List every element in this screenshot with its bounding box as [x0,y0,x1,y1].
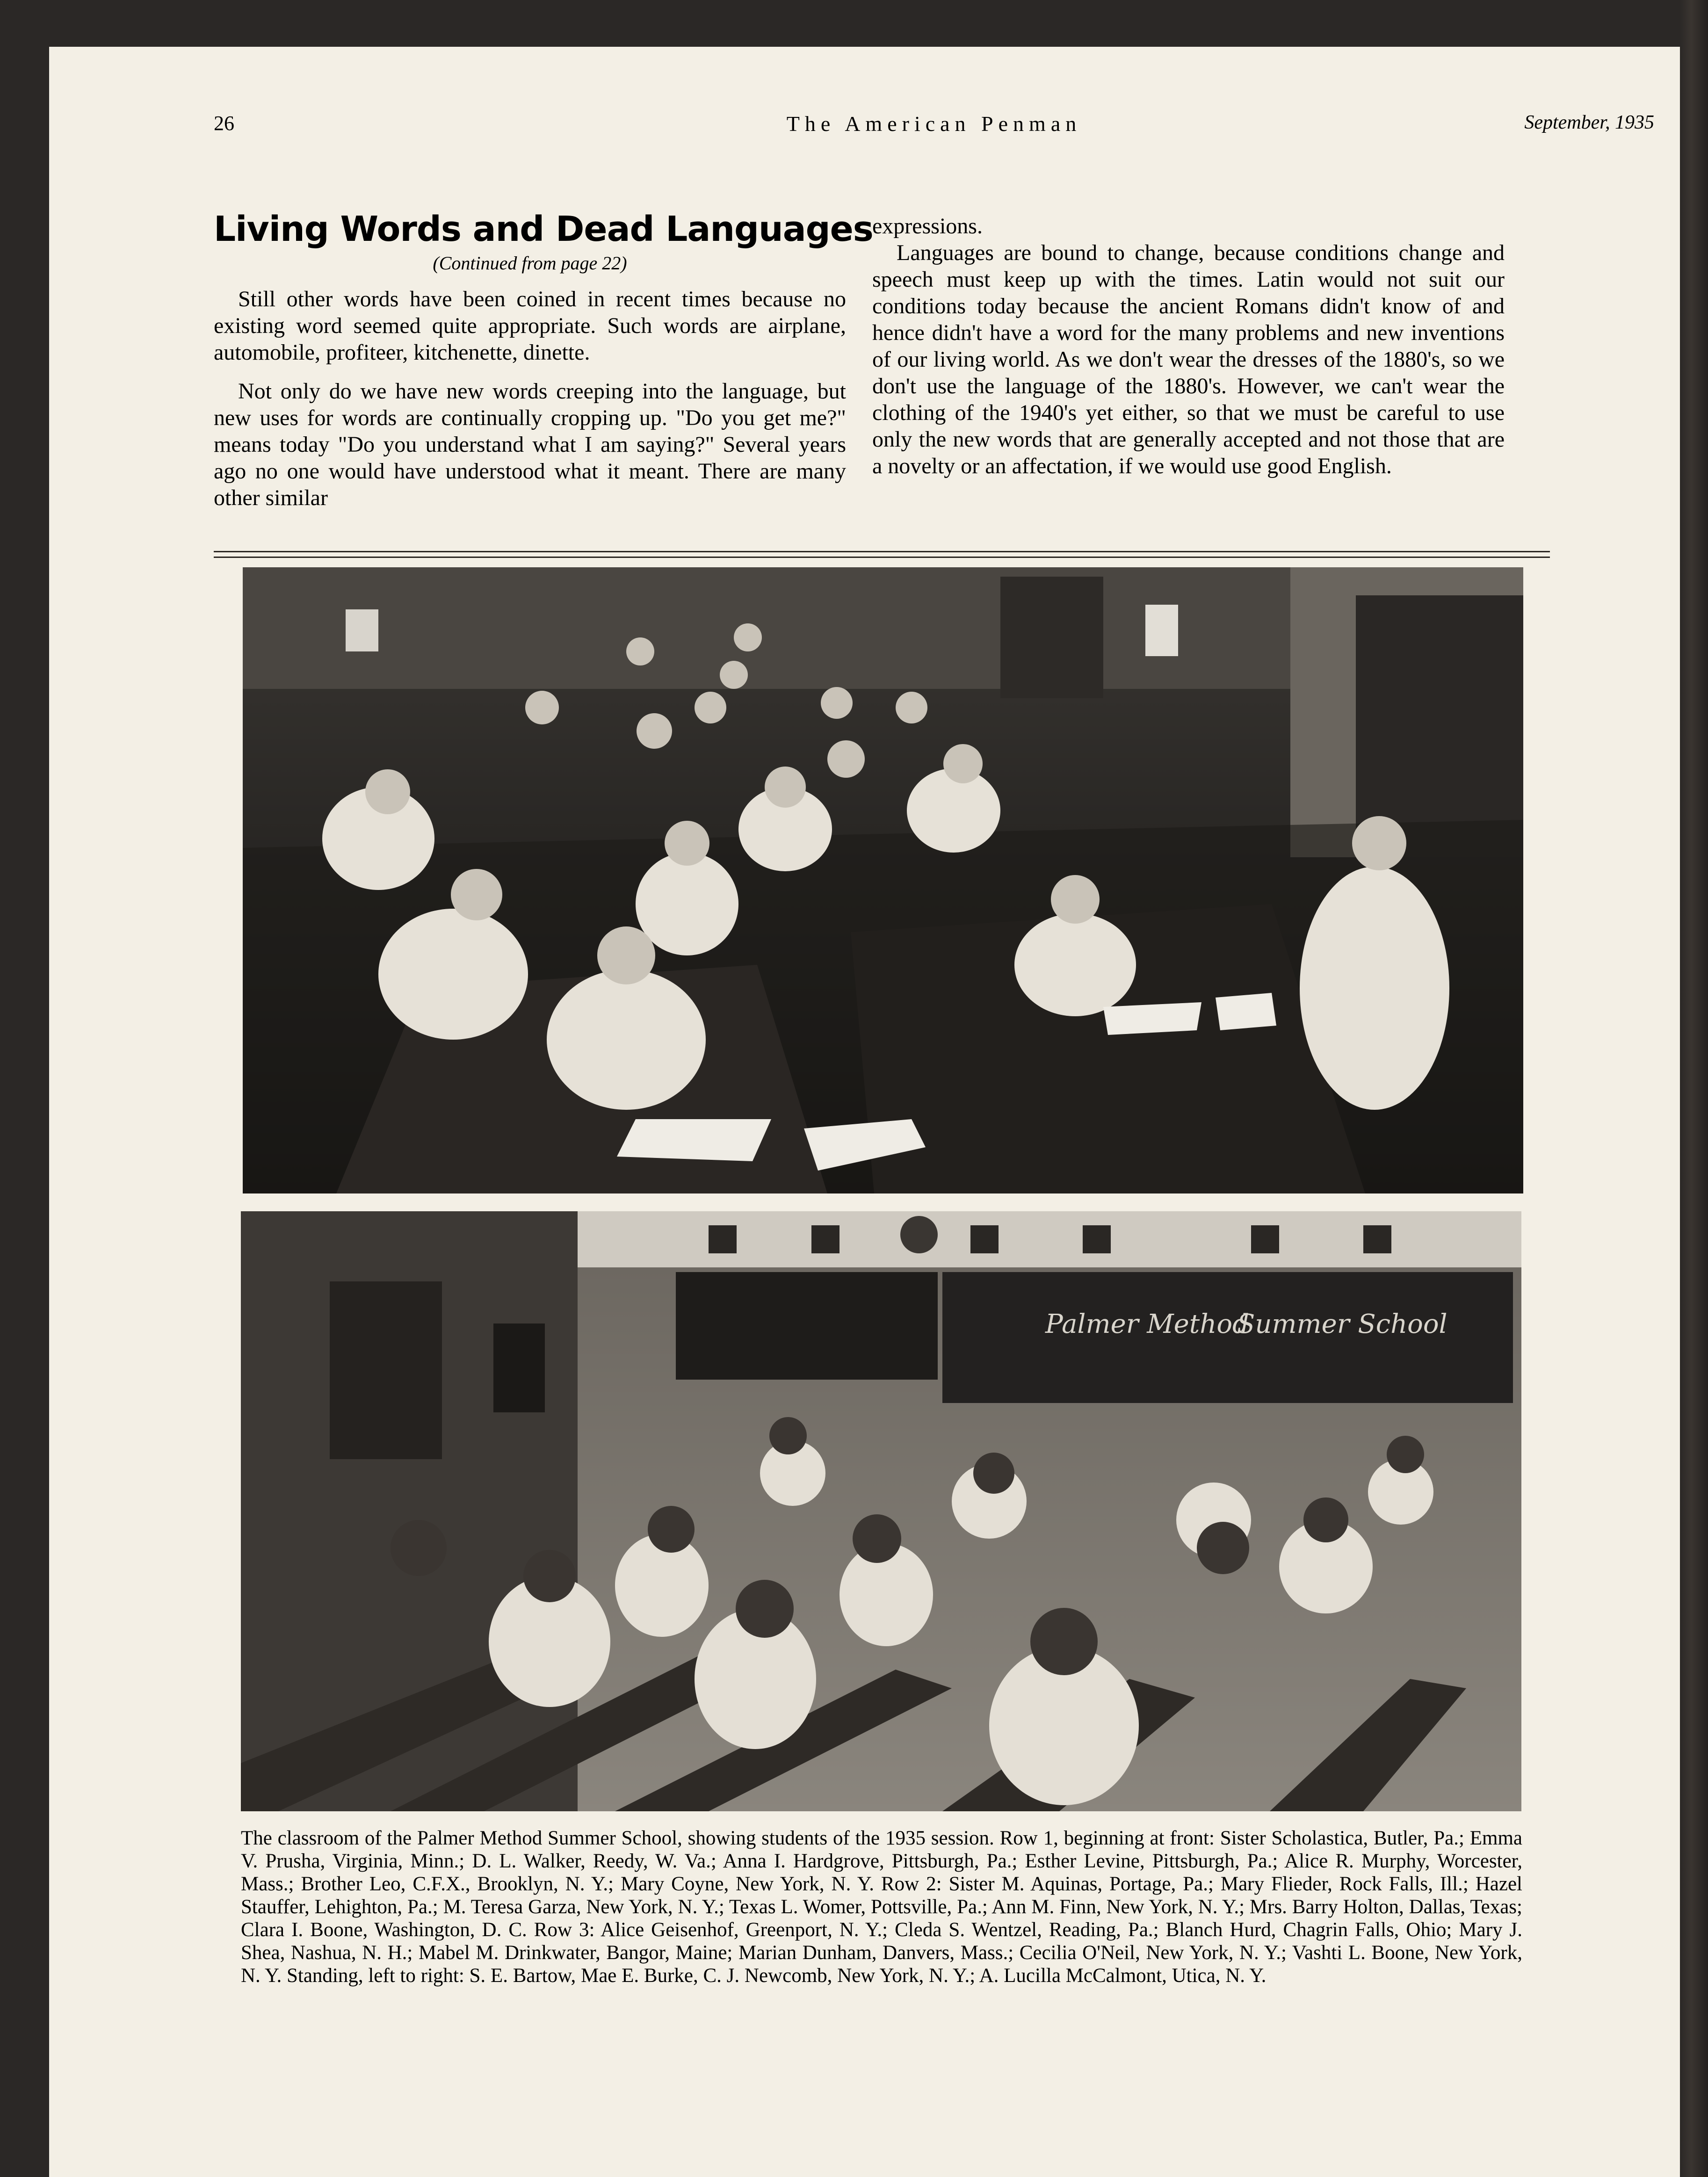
right-column [872,213,1505,479]
paragraph: Languages are bound to change, because conditions change and speech must keep up with the times. Latin would not suit our conditions today because the ancient Romans didn't know of and hence didn't have a word for the many problems and new inventions of our living world. As we don't wear the dresses of the 1880's, so we don't use the language of the 1880's. However, we can't wear the clothing of the 1940's yet either, so that we must be careful to use only the new words that are generally accepted and not those that are a novelty or an affectation, if we would use good English. [872,240,1505,478]
issue-date: September, 1935 [1524,112,1654,133]
page-edge [1680,0,1708,2177]
left-column [214,208,873,511]
photo-caption: The classroom of the Palmer Method Summer School, showing students of the 1935 session. Row 1, beginning at front: Sister Scholastica, Butler, Pa.; Emma V. Prusha, Virginia, Minn.; D. L. Walker, Reedy, W. Va.; Anna I. Hardgrove, Pittsburgh, Pa.; Esther Levine, Pittsburgh, Pa.; Alice R. Murphy, Worcester, Mass.; Brother Leo, C.F.X., Brooklyn, N. Y.; Mary Coyne, New York, N. Y. Row 2: Sister M. Aquinas, Portage, Pa.; Mary Flieder, Rock Falls, Ill.; Hazel Stauffer, Lehighton, Pa.; M. Teresa Garza, New York, N. Y.; Texas L. Womer, Pottsville, Pa.; Ann M. Finn, New York, N. Y.; Mrs. Barry Holton, Dallas, Texas; Clara I. Boone, Washington, D. C. Row 3: Alice Geisenhof, Greenport, N. Y.; Cleda S. Wentzel, Reading, Pa.; Blanch Hurd, Chagrin Falls, Ohio; Mary J. Shea, Nashua, N. H.; Mabel M. Drinkwater, Bangor, Maine; Marian Dunham, Danvers, Mass.; Cecilia O'Neil, New York, N. Y.; Vashti L. Boone, New York, N. Y. Standing, left to right: S. E. Bartow, Mae E. Burke, C. J. Newcomb, New York, N. Y.; A. Lucilla McCalmont, Utica, N. Y. [241,1827,1522,1987]
divider-rule [214,557,1550,558]
paragraph: Still other words have been coined in recent times because no existing word seemed quite appropriate. Such words are airplane, automobile, profiteer, kitchenette, dinette. [214,287,846,365]
blackboard-text-left: Palmer Method [1045,1309,1249,1339]
paragraph: Not only do we have new words creeping into the language, but new uses for words are continually cropping up. "Do you get me?" means today "Do you understand what I am saying?" Several years ago no one would have understood what it meant. There are many other similar [214,379,846,510]
page-number: 26 [214,112,234,135]
blackboard-left [676,1272,938,1380]
continued-note: (Continued from page 22) [433,253,627,274]
running-header [214,111,1654,144]
classroom-photo-front [243,567,1523,1193]
paragraph: expressions. [872,214,983,239]
divider-rule [214,551,1550,552]
blackboard-text-right: Summer School [1237,1309,1447,1339]
classroom-photo-rear [241,1211,1521,1811]
magazine-name: The American Penman [786,112,1082,136]
article-title: Living Words and Dead Languages [214,209,873,249]
